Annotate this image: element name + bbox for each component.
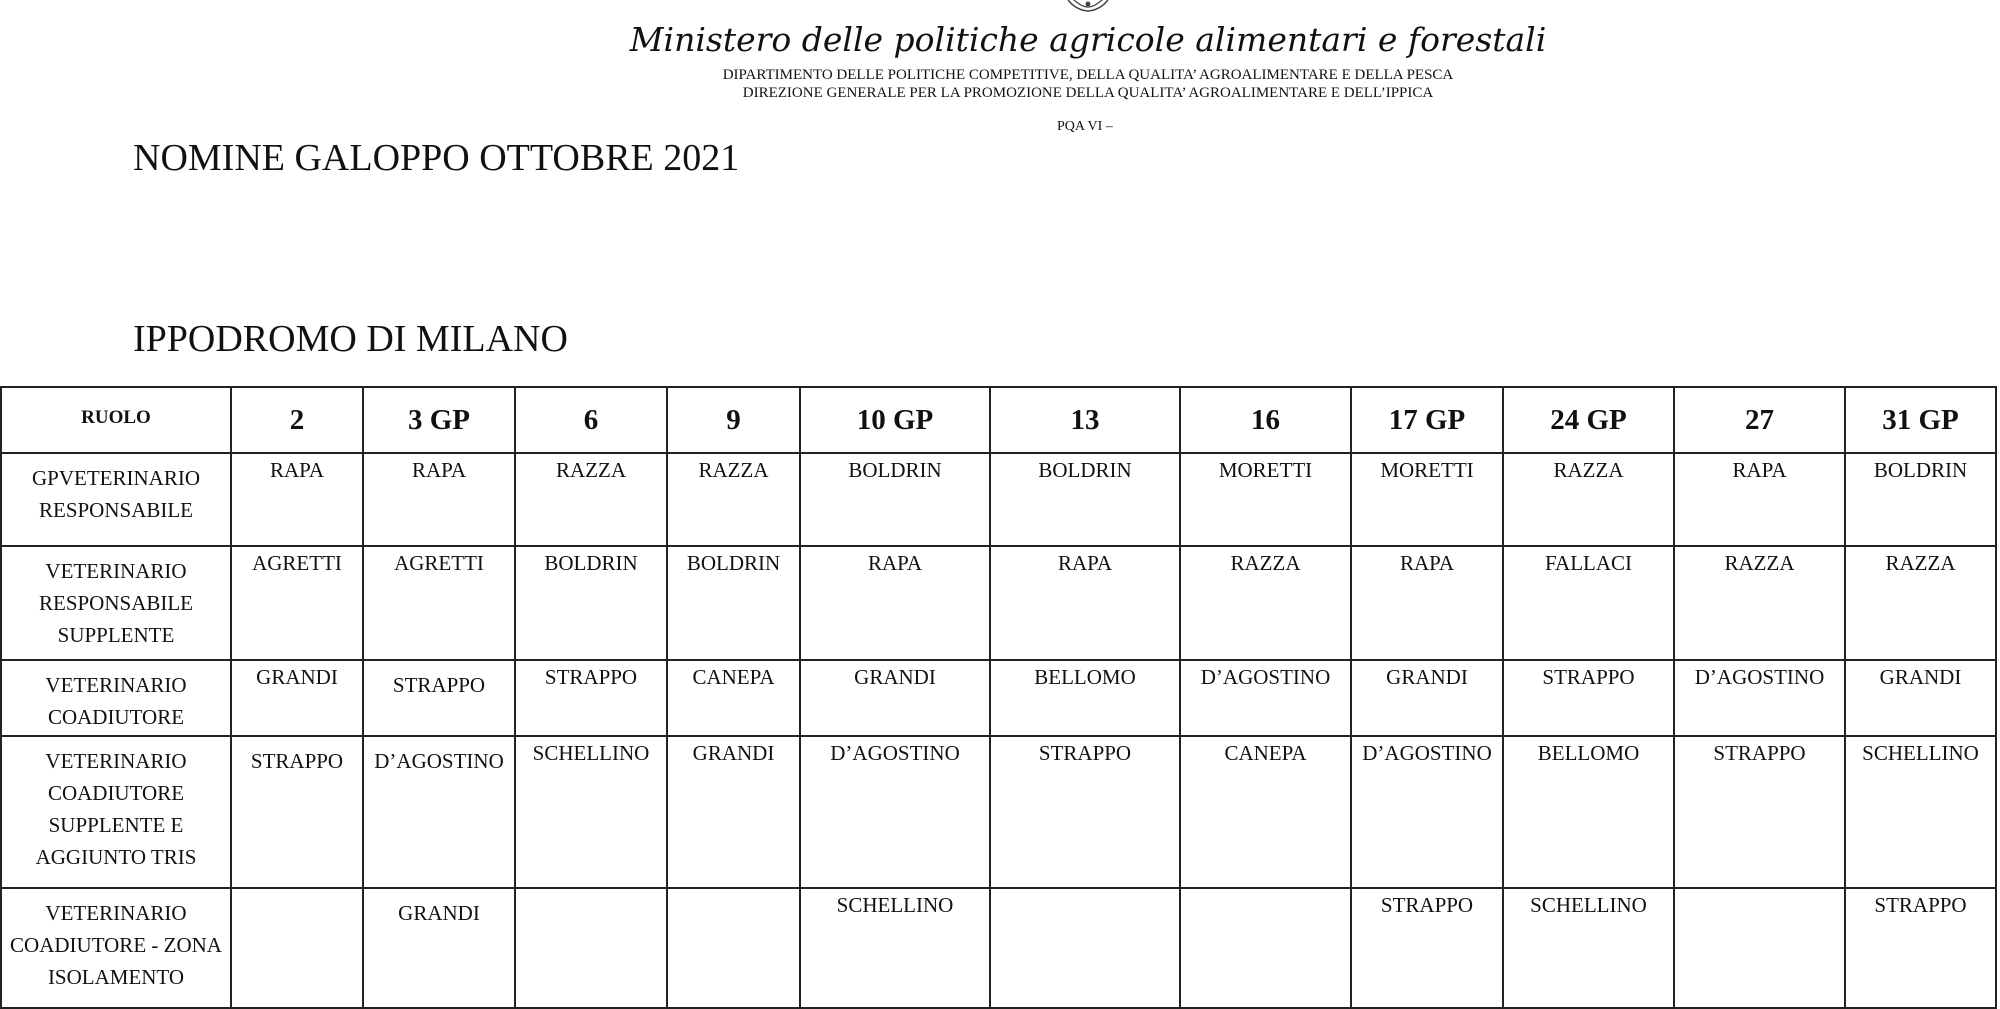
office-code: PQA VI – [1057,119,1113,134]
role-line: COADIUTORE - [10,933,159,957]
assignment-cell: RAZZA [1503,453,1674,546]
assignment-cell: STRAPPO [1845,888,1996,1008]
assignment-cell: D’AGOSTINO [363,736,515,888]
role-line: E AGGIUNTO TRIS [35,813,197,869]
assignment-cell: STRAPPO [231,736,363,888]
assignment-cell [667,888,800,1008]
role-line: VETERINARIO [45,673,187,697]
assignment-cell: BOLDRIN [800,453,990,546]
date-header: 17 GP [1351,387,1503,453]
date-header: 27 [1674,387,1845,453]
role-line: VETERINARIO [45,901,187,925]
assignment-cell: RAPA [1351,546,1503,660]
role-line: GPVETERINARIO [32,466,200,490]
role-line: VETERINARIO [45,749,187,773]
role-cell [1,546,231,660]
role-cell [1,736,231,888]
role-line: RESPONSABILE [38,498,194,522]
assignment-cell: D’AGOSTINO [1180,660,1351,736]
assignment-cell: STRAPPO [990,736,1180,888]
role-line: COADIUTORE [47,781,185,805]
assignment-cell: GRANDI [800,660,990,736]
assignment-cell: RAZZA [667,453,800,546]
date-header: 13 [990,387,1180,453]
assignment-cell: SCHELLINO [515,736,667,888]
table-row [1,736,1996,888]
direction-line: DIREZIONE GENERALE PER LA PROMOZIONE DELLA QUALITA’ AGROALIMENTARE E DELL’IPPICA [742,85,1434,101]
role-line: RESPONSABILE [38,591,194,615]
ministry-name: Ministero delle politiche agricole alimentari e forestali [629,20,1547,59]
assignment-cell: GRANDI [1845,660,1996,736]
assignment-cell: MORETTI [1180,453,1351,546]
assignment-cell: GRANDI [1351,660,1503,736]
role-cell [1,453,231,546]
document-title: NOMINE GALOPPO OTTOBRE 2021 [133,137,740,179]
assignment-cell: RAPA [231,453,363,546]
date-header: 2 [231,387,363,453]
assignment-cell: RAZZA [1180,546,1351,660]
assignment-cell: STRAPPO [1351,888,1503,1008]
section-title: IPPODROMO DI MILANO [133,318,568,360]
table-row [1,546,1996,660]
assignment-cell: D’AGOSTINO [800,736,990,888]
nomine-table [0,386,1997,1009]
assignment-cell: SCHELLINO [1845,736,1996,888]
assignment-cell [1180,888,1351,1008]
assignment-cell: D’AGOSTINO [1351,736,1503,888]
assignment-cell: STRAPPO [1503,660,1674,736]
assignment-cell [515,888,667,1008]
assignment-cell: GRANDI [231,660,363,736]
assignment-cell: SCHELLINO [1503,888,1674,1008]
date-header: 10 GP [800,387,990,453]
table-header-row [1,387,1996,453]
role-line: SUPPLENTE [57,623,175,647]
assignment-cell: SCHELLINO [800,888,990,1008]
table-row [1,453,1996,546]
assignment-cell [1674,888,1845,1008]
assignment-cell: STRAPPO [1674,736,1845,888]
date-header: 3 GP [363,387,515,453]
assignment-cell: D’AGOSTINO [1674,660,1845,736]
date-header: 9 [667,387,800,453]
assignment-cell: BOLDRIN [515,546,667,660]
role-line: ZONA ISOLAMENTO [47,933,222,989]
assignment-cell: RAPA [363,453,515,546]
ministry-emblem-icon [1062,0,1114,14]
assignment-cell: RAZZA [1674,546,1845,660]
role-line: VETERINARIO [45,559,187,583]
assignment-cell: CANEPA [1180,736,1351,888]
assignment-cell: RAPA [990,546,1180,660]
assignment-cell: STRAPPO [363,660,515,736]
assignment-cell: RAPA [1674,453,1845,546]
assignment-cell: BOLDRIN [1845,453,1996,546]
assignment-cell: STRAPPO [515,660,667,736]
table-row [1,888,1996,1008]
assignment-cell: MORETTI [1351,453,1503,546]
assignment-cell: RAPA [800,546,990,660]
department-line: DIPARTIMENTO DELLE POLITICHE COMPETITIVE, DELLA QUALITA’ AGROALIMENTARE E DELLA PESCA [722,67,1454,83]
role-cell [1,888,231,1008]
assignment-cell: CANEPA [667,660,800,736]
assignment-cell: GRANDI [363,888,515,1008]
assignment-cell: BOLDRIN [990,453,1180,546]
assignment-cell: AGRETTI [231,546,363,660]
assignment-cell: RAZZA [515,453,667,546]
assignment-cell: BOLDRIN [667,546,800,660]
role-line: COADIUTORE [47,705,185,729]
role-column-header: RUOLO [1,387,231,453]
assignment-cell: RAZZA [1845,546,1996,660]
role-cell [1,660,231,736]
assignment-cell: FALLACI [1503,546,1674,660]
table-row [1,660,1996,736]
assignment-cell: AGRETTI [363,546,515,660]
assignment-cell: GRANDI [667,736,800,888]
assignment-cell: BELLOMO [1503,736,1674,888]
assignment-cell [990,888,1180,1008]
date-header: 24 GP [1503,387,1674,453]
date-header: 6 [515,387,667,453]
assignment-cell: BELLOMO [990,660,1180,736]
assignment-cell [231,888,363,1008]
date-header: 31 GP [1845,387,1996,453]
date-header: 16 [1180,387,1351,453]
role-line: SUPPLENTE [48,813,166,837]
